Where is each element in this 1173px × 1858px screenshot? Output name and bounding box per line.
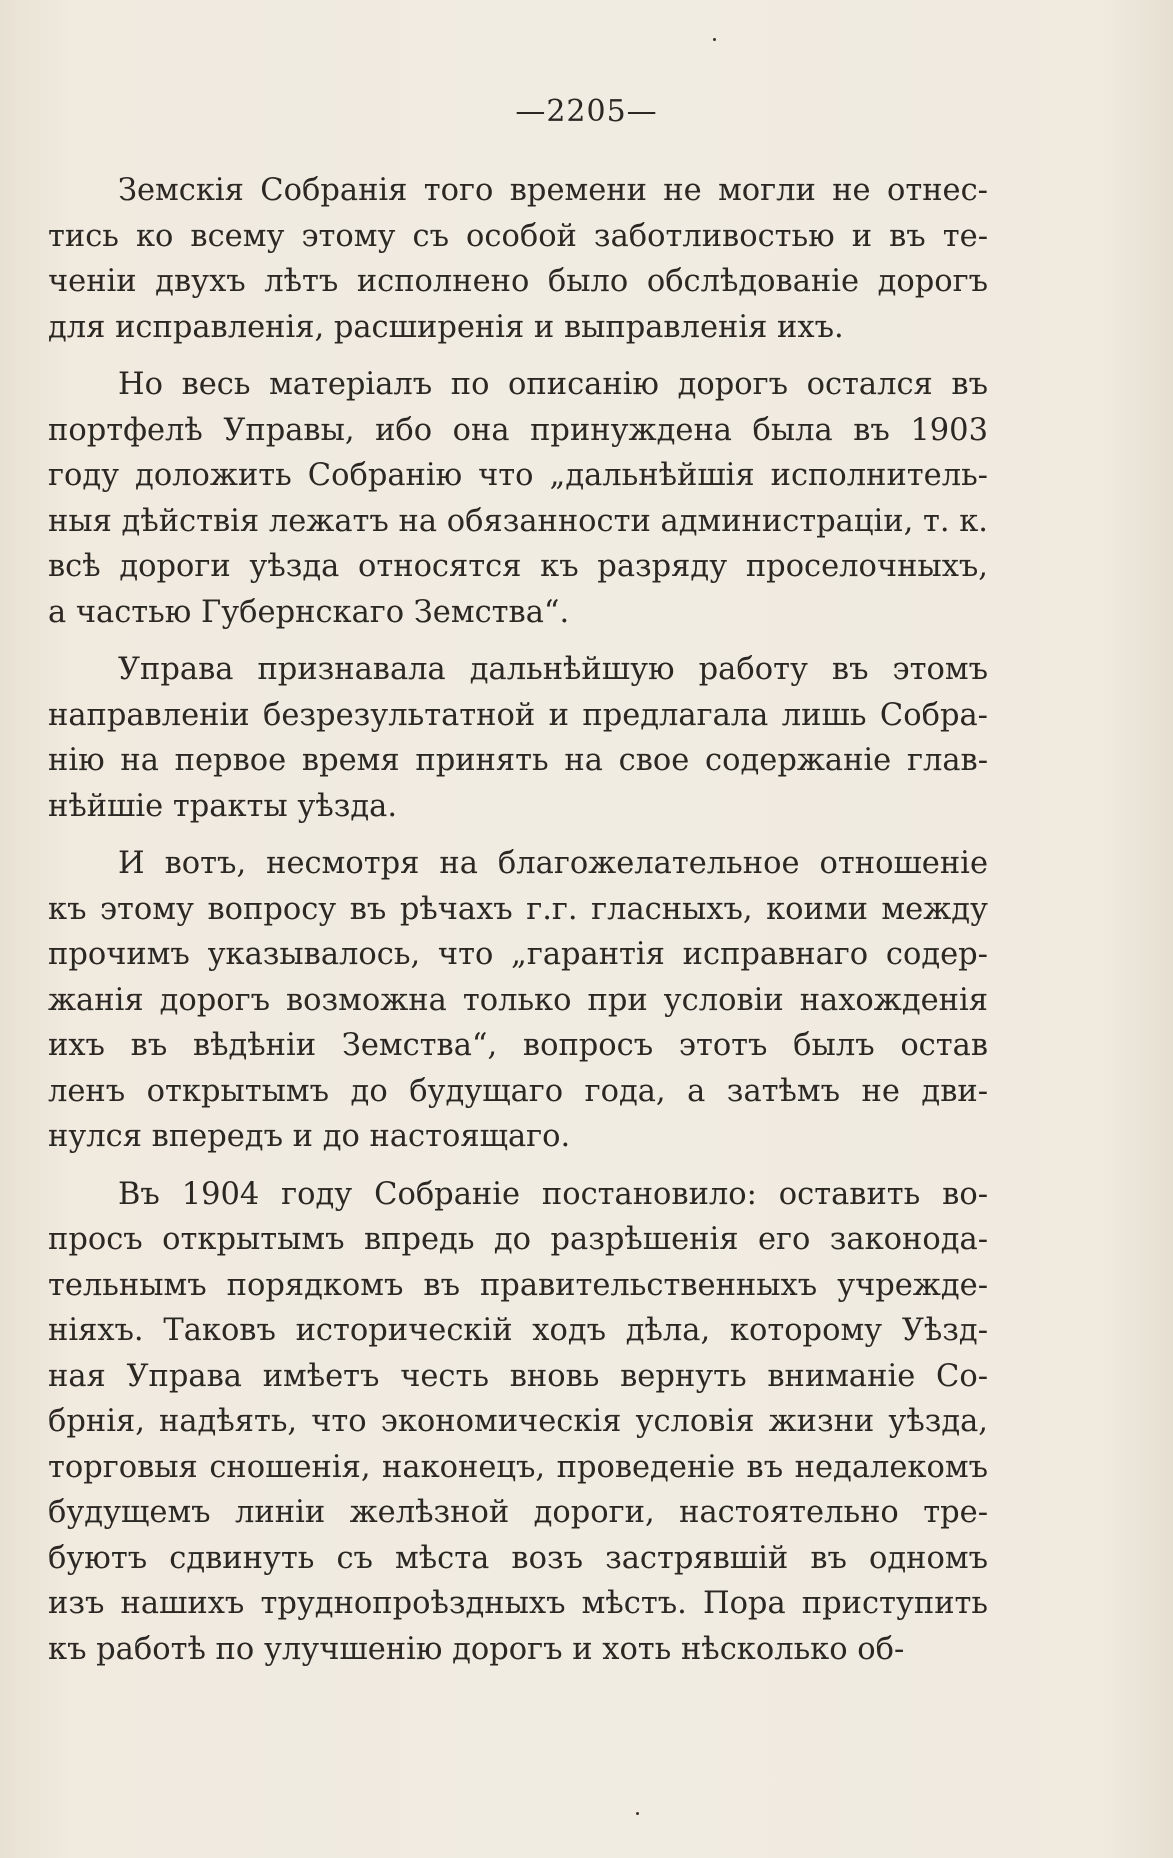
paragraph [48, 1172, 988, 1673]
text-line: тельнымъ порядкомъ въ правительственныхъ учрежде- [48, 1267, 988, 1303]
text-line: Въ 1904 году Собраніе постановило: оставить во- [118, 1176, 988, 1212]
text-line: тись ко всему этому съ особой заботливостью и въ те- [48, 218, 988, 254]
text-line: ленъ открытымъ до будущаго года, а затѣмъ не дви- [48, 1073, 988, 1109]
text-line: жанія дорогъ возможна только при условіи нахожденія [48, 982, 988, 1018]
text-line: ная Управа имѣетъ честь вновь вернуть вниманіе Со- [48, 1358, 988, 1394]
paragraph [48, 647, 988, 829]
text-line: Управа признавала дальнѣйшую работу въ этомъ [118, 652, 988, 687]
text-line: ныя дѣйствія лежатъ на обязанности администраціи, т. к. [48, 503, 988, 539]
text-line: Но весь матеріалъ по описанію дорогъ остался въ [118, 367, 988, 402]
text-line: изъ нашихъ труднопроѣздныхъ мѣстъ. Пора приступить [48, 1586, 988, 1621]
text-line: просъ открытымъ впредь до разрѣшенія его законода- [48, 1222, 988, 1257]
paragraph [48, 841, 988, 1160]
text-line: будущемъ линіи желѣзной дороги, настоятельно тре- [48, 1495, 988, 1530]
body-text [48, 168, 988, 1684]
page-number: —2205— [515, 94, 658, 129]
text-line: торговыя сношенія, наконецъ, проведеніе въ недалекомъ [48, 1449, 988, 1485]
speck-mark [636, 1812, 639, 1815]
text-line: И вотъ, несмотря на благожелательное отношеніе [118, 846, 988, 881]
text-line: направленіи безрезультатной и предлагала лишь Собра- [48, 697, 988, 733]
text-line: къ этому вопросу въ рѣчахъ г.г. гласныхъ, коими между [48, 891, 988, 927]
paragraph [48, 362, 988, 635]
text-line: ченіи двухъ лѣтъ исполнено было обслѣдованіе дорогъ [48, 264, 988, 299]
text-line: прочимъ указывалось, что „гарантія исправнаго содер- [48, 937, 988, 972]
text-line: буютъ сдвинуть съ мѣста возъ застрявшій въ одномъ [48, 1540, 988, 1576]
text-line: для исправленія, расширенія и выправленія ихъ. [48, 309, 844, 345]
text-line: портфелѣ Управы, ибо она принуждена была въ 1903 [48, 412, 988, 448]
text-line: брнія, надѣять, что экономическія условія жизни уѣзда, [48, 1404, 988, 1439]
text-line: нѣйшіе тракты уѣзда. [48, 788, 398, 824]
text-line: къ работѣ по улучшенію дорогъ и хоть нѣсколько об- [48, 1631, 905, 1667]
speck-mark [713, 38, 716, 41]
text-line: нію на первое время принять на свое содержаніе глав- [48, 743, 988, 778]
text-line: ніяхъ. Таковъ историческій ходъ дѣла, которому Уѣзд- [48, 1313, 988, 1348]
text-line: всѣ дороги уѣзда относятся къ разряду проселочныхъ, [48, 549, 988, 584]
paragraph [48, 168, 988, 350]
text-line: ихъ въ вѣдѣніи Земства“, вопросъ этотъ былъ остав [48, 1028, 988, 1063]
text-line: Земскія Собранія того времени не могли не отнес- [118, 173, 988, 208]
text-line: а частью Губернскаго Земства“. [48, 594, 570, 630]
text-line: году доложить Собранію что „дальнѣйшія исполнитель- [48, 458, 988, 493]
text-line: нулся впередъ и до настоящаго. [48, 1119, 571, 1154]
